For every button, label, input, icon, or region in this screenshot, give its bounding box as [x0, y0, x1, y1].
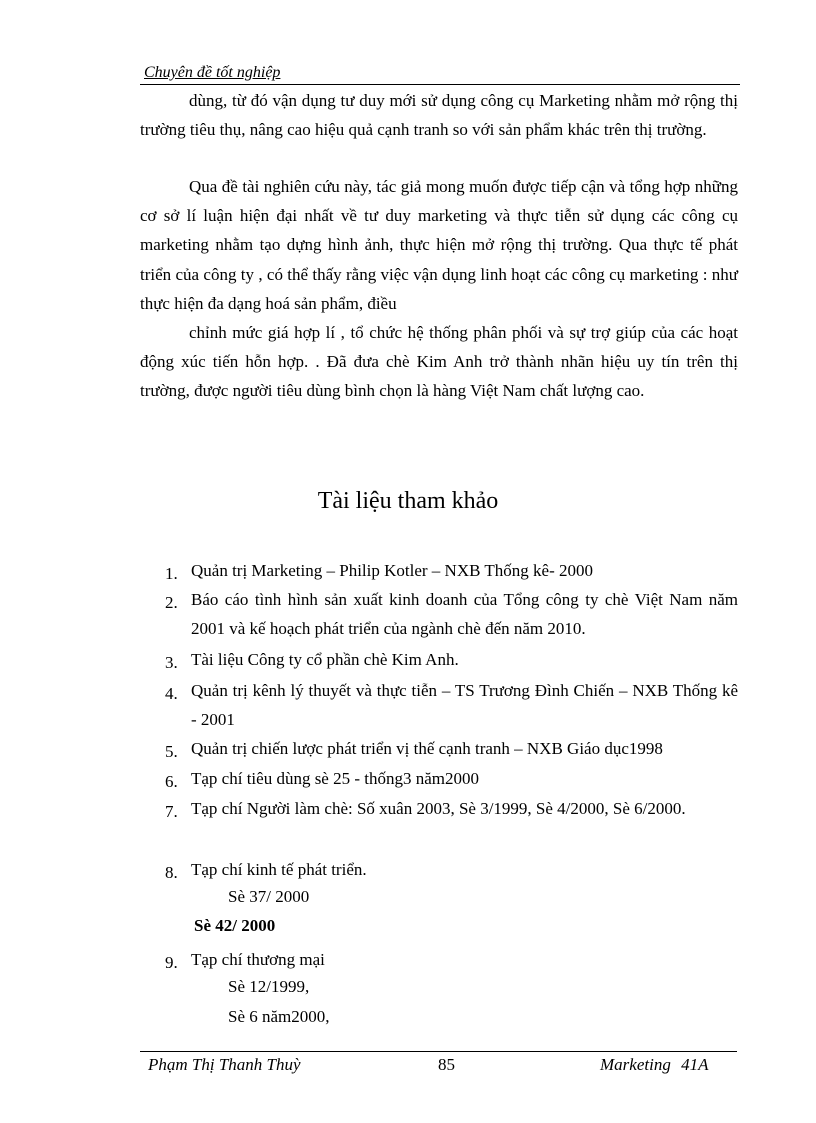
reference-item: [165, 764, 738, 793]
reference-sub-item: Sè 42/ 2000: [194, 916, 276, 935]
paragraph-research: Qua đề tài nghiên cứu này, tác giả mong muốn được tiếp cận và tổng hợp những cơ sở lí luận hiện đại nhất về tư duy marketing và thực tiễn sử dụng các công cụ marketing nhằm tạo dựng hình ảnh, thực hiện mở rộng thị trường. Qua thực tế phát triển của công ty , có thể thấy rằng việc vận dụng linh hoạt các công cụ marketing : như thực hiện đa dạng hoá sản phẩm, điều: [140, 177, 738, 313]
footer-class: Marketing 41A: [600, 1055, 709, 1074]
reference-sub-item: Sè 6 năm2000,: [228, 1007, 330, 1026]
reference-number: 6.: [165, 772, 178, 791]
reference-item: [165, 855, 738, 884]
reference-text: Quản trị Marketing – Philip Kotler – NXB Thống kê- 2000: [191, 561, 593, 580]
reference-item: [165, 794, 738, 823]
reference-sub-item: Sè 37/ 2000: [228, 887, 310, 906]
reference-number: 4.: [165, 684, 178, 703]
reference-number: 2.: [165, 593, 178, 612]
reference-item: [165, 676, 738, 734]
reference-text: Quản trị kênh lý thuyết và thực tiễn – TS Trương Đình Chiến – NXB Thống kê - 2001: [191, 681, 738, 729]
body-paragraph-3: [140, 318, 738, 406]
reference-number: 3.: [165, 653, 178, 672]
reference-number: 1.: [165, 564, 178, 583]
reference-text: Tạp chí thương mại: [191, 950, 325, 969]
reference-item: [165, 645, 738, 674]
reference-number: 5.: [165, 742, 178, 761]
reference-text: Quản trị chiến lược phát triển vị thế cạnh tranh – NXB Giáo dục1998: [191, 739, 663, 758]
reference-text: Tài liệu Công ty cổ phần chè Kim Anh.: [191, 650, 459, 669]
header-title: Chuyên đề tốt nghiệp: [144, 64, 281, 81]
footer-rule: [140, 1051, 737, 1052]
reference-text: Tạp chí kinh tế phát triển.: [191, 860, 367, 879]
paragraph-conclusion: chỉnh mức giá hợp lí , tổ chức hệ thống phân phối và sự trợ giúp của các hoạt động xúc tiến hỗn hợp. . Đã đưa chè Kim Anh trở thành nhãn hiệu uy tín trên thị trường, được người tiêu dùng bình chọn là hàng Việt Nam chất lượng cao.: [140, 323, 738, 401]
reference-number: 9.: [165, 953, 178, 972]
body-paragraph-1: [140, 86, 738, 144]
reference-number: 8.: [165, 863, 178, 882]
page-header: [140, 64, 740, 85]
reference-sub-item: Sè 12/1999,: [228, 977, 310, 996]
paragraph-continuation: dùng, từ đó vận dụng tư duy mới sử dụng công cụ Marketing nhằm mở rộng thị trường tiêu thụ, nâng cao hiệu quả cạnh tranh so với sản phẩm khác trên thị trường.: [140, 91, 738, 140]
references-title: Tài liệu tham khảo: [317, 488, 499, 514]
reference-text: Báo cáo tình hình sản xuất kinh doanh của Tổng công ty chè Việt Nam năm 2001 và kế hoạch phát triển của ngành chè đến năm 2010.: [191, 590, 738, 638]
reference-item: [165, 585, 738, 643]
reference-item: [165, 556, 738, 585]
reference-item: [165, 734, 738, 763]
reference-text: Tạp chí Người làm chè: Số xuân 2003, Sè 3/1999, Sè 4/2000, Sè 6/2000.: [191, 799, 686, 818]
footer-author: Phạm Thị Thanh Thuỳ: [148, 1055, 301, 1074]
reference-text: Tạp chí tiêu dùng sè 25 - thống3 năm2000: [191, 769, 480, 788]
reference-number: 7.: [165, 802, 178, 821]
footer-page-number: 85: [438, 1055, 455, 1074]
body-paragraph-2: [140, 172, 738, 318]
reference-item: [165, 945, 738, 974]
